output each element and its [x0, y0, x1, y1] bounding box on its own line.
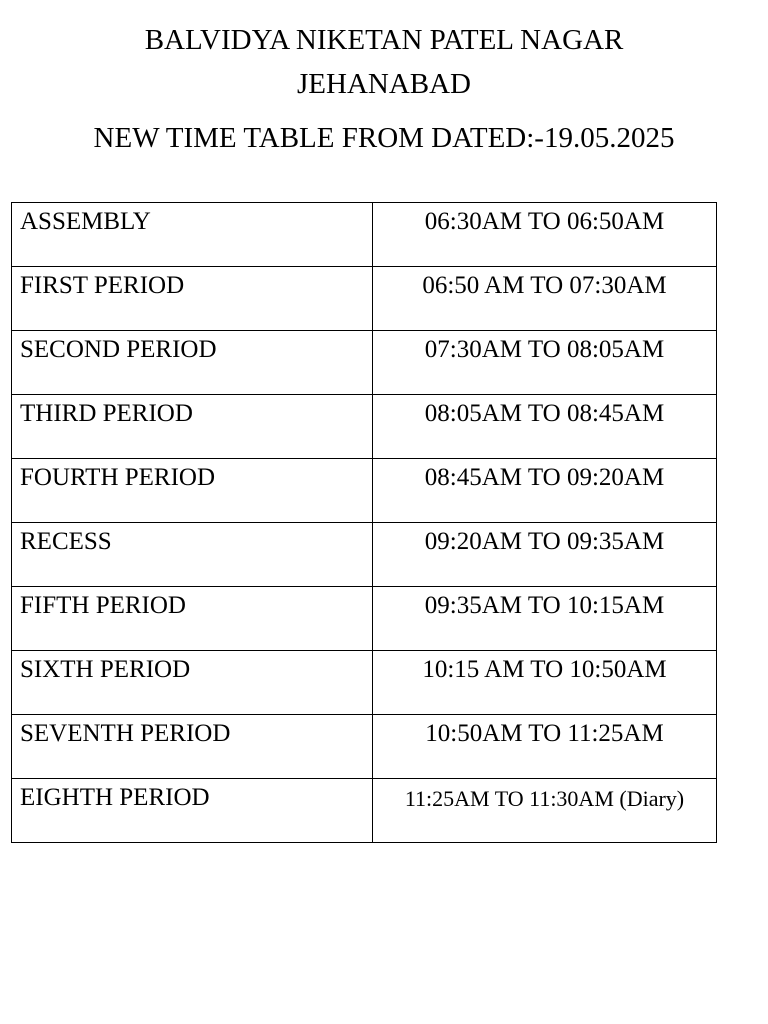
- table-row: [12, 267, 717, 331]
- period-name: FIFTH PERIOD: [12, 587, 373, 651]
- timetable: [11, 202, 717, 843]
- period-time: 10:15 AM TO 10:50AM: [373, 651, 717, 715]
- table-row: [12, 523, 717, 587]
- period-name: THIRD PERIOD: [12, 395, 373, 459]
- period-time: 08:45AM TO 09:20AM: [373, 459, 717, 523]
- period-time: 08:05AM TO 08:45AM: [373, 395, 717, 459]
- period-time: 06:30AM TO 06:50AM: [373, 203, 717, 267]
- period-time: 11:25AM TO 11:30AM (Diary): [373, 779, 717, 843]
- period-name: ASSEMBLY: [12, 203, 373, 267]
- period-name: EIGHTH PERIOD: [12, 779, 373, 843]
- table-row: [12, 331, 717, 395]
- period-time: 10:50AM TO 11:25AM: [373, 715, 717, 779]
- table-row: [12, 395, 717, 459]
- period-name: FOURTH PERIOD: [12, 459, 373, 523]
- period-name: SIXTH PERIOD: [12, 651, 373, 715]
- school-name: BALVIDYA NIKETAN PATEL NAGAR: [144, 24, 624, 56]
- table-row: [12, 587, 717, 651]
- table-row: [12, 203, 717, 267]
- period-name: FIRST PERIOD: [12, 267, 373, 331]
- period-name: RECESS: [12, 523, 373, 587]
- period-time: 09:35AM TO 10:15AM: [373, 587, 717, 651]
- table-row: [12, 715, 717, 779]
- period-time: 06:50 AM TO 07:30AM: [373, 267, 717, 331]
- timetable-subtitle: NEW TIME TABLE FROM DATED:-19.05.2025: [93, 122, 675, 154]
- table-row: [12, 651, 717, 715]
- table-row: [12, 779, 717, 843]
- period-time: 09:20AM TO 09:35AM: [373, 523, 717, 587]
- period-name: SEVENTH PERIOD: [12, 715, 373, 779]
- school-place: JEHANABAD: [297, 68, 471, 100]
- period-time: 07:30AM TO 08:05AM: [373, 331, 717, 395]
- table-row: [12, 459, 717, 523]
- period-name: SECOND PERIOD: [12, 331, 373, 395]
